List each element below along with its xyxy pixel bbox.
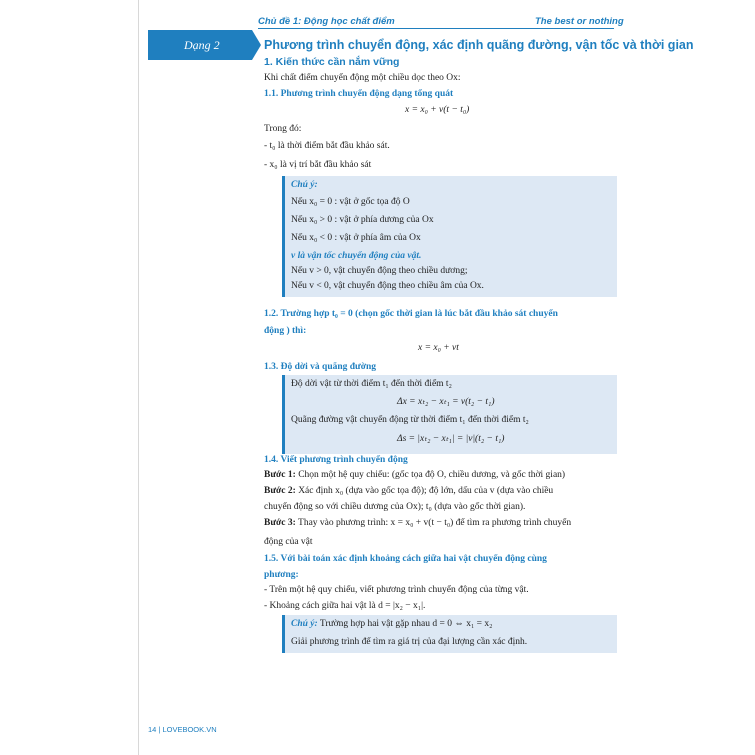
chapter-header: Chủ đề 1: Động học chất điểm: [258, 16, 395, 27]
note-box-1: [282, 176, 617, 297]
distance-text: Quãng đường vật chuyển động từ thời điểm t₁ đến thời điểm t₂: [291, 415, 529, 425]
distance-line-2: - Khoảng cách giữa hai vật là d = |x₂ − x₁|.: [264, 601, 426, 611]
step-3-text-a: Thay vào phương trình: x = x₀ + v(t − t₀) để tìm ra phương trình chuyển: [295, 518, 572, 528]
page-title: Phương trình chuyển động, xác định quãng đường, vận tốc và thời gian: [264, 38, 694, 52]
meeting-note-label: Chú ý:: [291, 619, 318, 629]
meeting-note-2: Giải phương trình để tìm ra giá trị của đại lượng cần xác định.: [291, 637, 528, 647]
step-1-label: Bước 1:: [264, 470, 296, 480]
header-rule: [258, 28, 614, 29]
heading-1-2-b: động ) thì:: [264, 326, 307, 336]
step-2-text-a: Xác định x₀ (dựa vào gốc tọa độ); độ lớn, dấu của v (dựa vào chiều: [295, 486, 554, 496]
note-box-3: [282, 615, 617, 653]
note-line-3: Nếu x₀ < 0 : vật ở phía âm của Ox: [291, 233, 421, 243]
note-box-2: [282, 375, 617, 454]
displacement-equation: Δx = xₜ₂ − xₜ₁ = v(t₂ − t₁): [397, 397, 495, 407]
page-footer: 14 | LOVEBOOK.VN: [148, 725, 217, 734]
bullet-t0: - t₀ là thời điểm bắt đầu khảo sát.: [264, 141, 390, 151]
meeting-note: [291, 619, 492, 629]
bullet-x0: - x₀ là vị trí bắt đầu khảo sát: [264, 160, 372, 170]
meeting-note-text: Trường hợp hai vật gặp nhau d = 0 ⇔ x₁ = x₂: [317, 619, 493, 629]
section-tag: Dạng 2: [148, 30, 252, 60]
note-title: Chú ý:: [291, 180, 318, 190]
note-line-2: Nếu x₀ > 0 : vật ở phía dương của Ox: [291, 215, 434, 225]
heading-1: 1. Kiến thức cần nắm vững: [264, 56, 400, 68]
heading-1-1: 1.1. Phương trình chuyển động dạng tổng quát: [264, 89, 454, 99]
displacement-text: Độ dời vật từ thời điểm t₁ đến thời điểm t₂: [291, 379, 452, 389]
distance-line-1: - Trên một hệ quy chiếu, viết phương trình chuyển động của từng vật.: [264, 585, 529, 595]
note-line-6: Nếu v < 0, vật chuyển động theo chiều âm của Ox.: [291, 281, 484, 291]
note-line-4: v là vận tốc chuyển động của vật.: [291, 251, 422, 261]
step-3-text-b: động của vật: [264, 537, 313, 547]
trong-do-label: Trong đó:: [264, 124, 302, 134]
step-3-label: Bước 3:: [264, 518, 296, 528]
heading-1-5-a: 1.5. Với bài toán xác định khoảng cách giữa hai vật chuyển động cùng: [264, 554, 547, 564]
heading-1-3: 1.3. Độ dời và quãng đường: [264, 362, 377, 372]
step-3: [264, 518, 571, 528]
step-2-label: Bước 2:: [264, 486, 296, 496]
step-2-text-b: chuyển động so với chiều dương của Ox); t₀ (dựa vào gốc thời gian).: [264, 502, 526, 512]
note-line-5: Nếu v > 0, vật chuyển động theo chiều dương;: [291, 266, 468, 276]
note-line-1: Nếu x₀ = 0 : vật ở gốc tọa độ O: [291, 197, 410, 207]
section-tag-arrow: [252, 30, 261, 60]
equation-t0-zero: x = x₀ + vt: [418, 343, 459, 353]
step-1-text: Chọn một hệ quy chiếu: (gốc tọa độ O, chiều dương, và gốc thời gian): [295, 470, 566, 480]
step-1: [264, 470, 565, 480]
heading-1-5-b: phương:: [264, 570, 299, 580]
step-2: [264, 486, 553, 496]
distance-equation: Δs = |xₜ₂ − xₜ₁| = |v|(t₂ − t₁): [397, 434, 505, 444]
heading-1-4: 1.4. Viết phương trình chuyển động: [264, 455, 408, 465]
equation-general: x = x₀ + v(t − t₀): [405, 105, 470, 115]
heading-1-2-a: 1.2. Trường hợp t₀ = 0 (chọn gốc thời gian là lúc bắt đầu khảo sát chuyển: [264, 309, 558, 319]
intro-text: Khi chất điểm chuyển động một chiều dọc theo Ox:: [264, 73, 461, 83]
motto-header: The best or nothing: [535, 16, 624, 27]
